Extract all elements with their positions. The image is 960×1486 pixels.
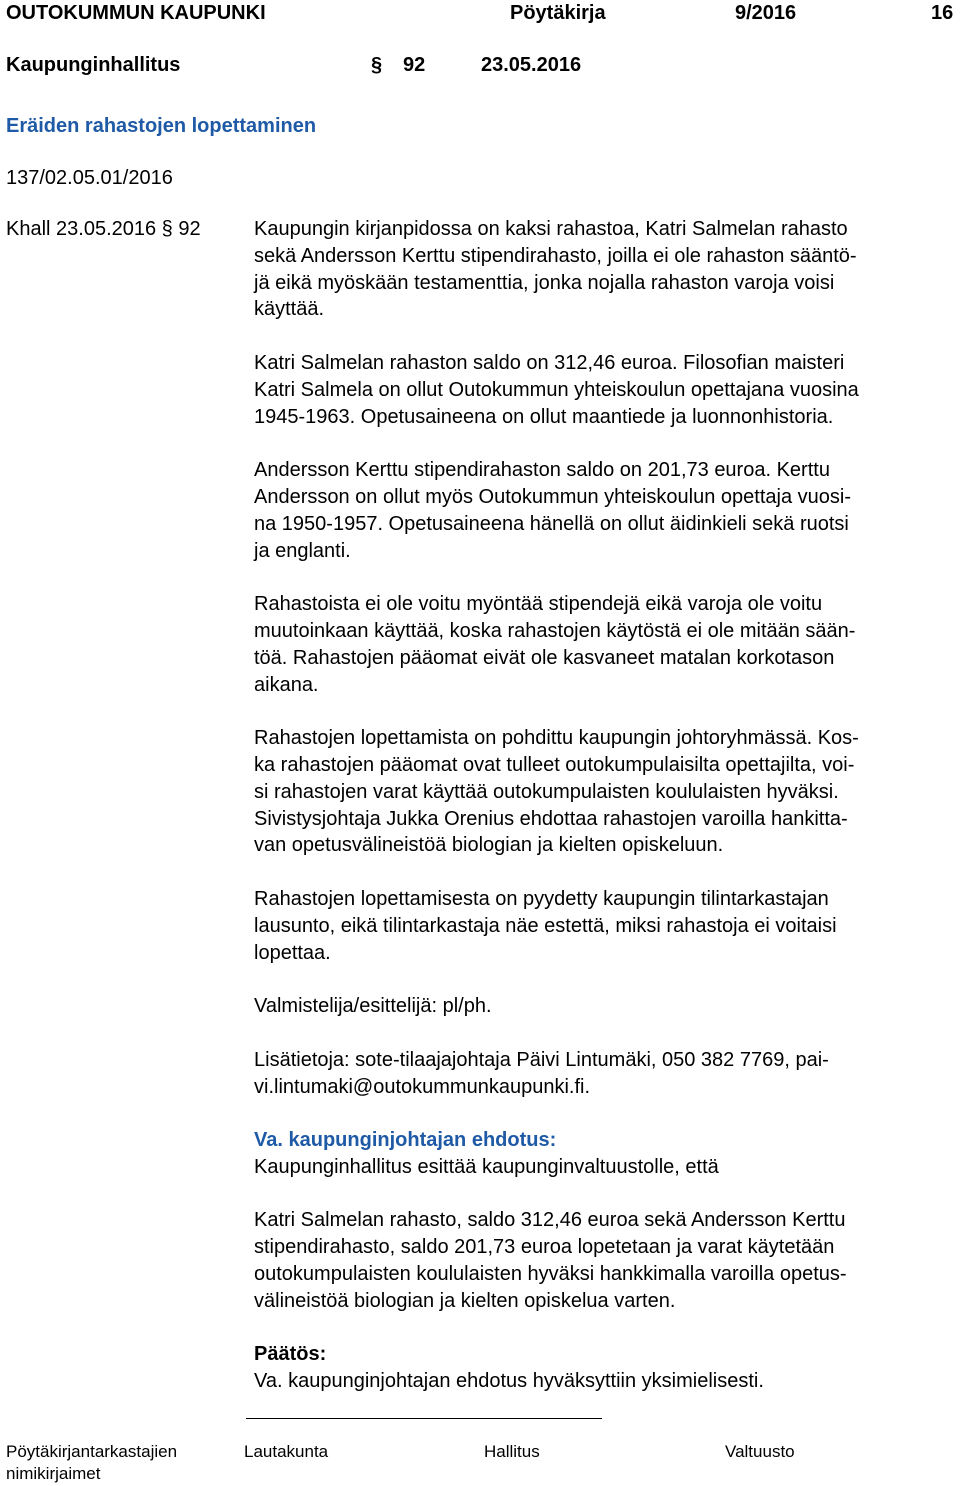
footer-council-label: Valtuusto — [725, 1442, 795, 1461]
paragraph-proposal: Katri Salmelan rahasto, saldo 312,46 euroa sekä Andersson Kerttu stipendirahasto, saldo 201,73 euroa lopetetaan ja varat käytetään outokumpulaisten koululaisten hyväksi hankkimalla varoilla opetus- välineistöä biologian ja kielten opiskelua varten. — [254, 1209, 847, 1312]
proposal-heading: Va. kaupunginjohtajan ehdotus: — [254, 1129, 557, 1152]
item-title: Eräiden rahastojen lopettaminen — [6, 115, 317, 137]
paragraph-funds-intro: Kaupungin kirjanpidossa on kaksi rahastoa, Katri Salmelan rahasto sekä Andersson Kerttu stipendirahasto, joilla ei ole rahaston sääntö- jä eikä myöskään testamenttia, jonka nojalla rahaston varoja voisi käyttää. — [254, 218, 857, 321]
page-number: 16 — [931, 2, 954, 24]
signature-divider — [246, 1418, 602, 1419]
doc-number: 9/2016 — [735, 2, 797, 24]
footer-initials-label: Pöytäkirjantarkastajien nimikirjaimet — [6, 1442, 178, 1483]
paragraph-auditor-statement: Rahastojen lopettamisesta on pyydetty kaupungin tilintarkastajan lausunto, eikä tilintarkastaja näe estettä, miksi rahastoja ei voitaisi lopettaa. — [254, 887, 837, 964]
paragraph-funds-unused: Rahastoista ei ole voitu myöntää stipendejä eikä varoja ole voitu muutoinkaan käyttää, koska rahastojen käytöstä ei ole mitään sään- töä. Rahastojen pääomat eivät ole kasvaneet matalan korkotason aikana. — [254, 593, 856, 696]
proposal-intro: Kaupunginhallitus esittää kaupunginvaltuustolle, että — [254, 1155, 719, 1178]
item-reference: 137/02.05.01/2016 — [6, 167, 173, 189]
doc-type: Pöytäkirja — [510, 2, 606, 24]
meeting-date: 23.05.2016 — [481, 54, 582, 76]
item-body — [254, 216, 930, 1395]
meeting-reference: Khall 23.05.2016 § 92 — [6, 218, 201, 240]
paragraph-salmela-fund: Katri Salmelan rahaston saldo on 312,46 euroa. Filosofian maisteri Katri Salmela on ollut Outokummun yhteiskoulun opettajana vuosina 1945-1963. Opetusaineena on ollut maantiede ja luonnonhistoria. — [254, 351, 859, 428]
decision-text: Va. kaupunginjohtajan ehdotus hyväksyttiin yksimielisesti. — [254, 1370, 764, 1393]
paragraph-management-review: Rahastojen lopettamista on pohdittu kaupungin johtoryhmässä. Kos- ka rahastojen pääomat ovat tulleet outokumpulaisilta opettajilta, voi- si rahastojen varat käyttää outokumpulaisten koululaisten hyväksi. Sivistysjohtaja Jukka Orenius ehdottaa rahastojen varoilla hankitta- van opetusvälineistöä biologian ja kielten opiskeluun. — [254, 727, 859, 857]
section-number: 92 — [403, 54, 426, 76]
paragraph-andersson-fund: Andersson Kerttu stipendirahaston saldo on 201,73 euroa. Kerttu Andersson on ollut myös Outokummun yhteiskoulun opettaja vuosi- na 1950-1957. Opetusaineena hänellä on ollut äidinkieli sekä ruotsi ja englanti. — [254, 459, 851, 562]
paragraph-contact-info: Lisätietoja: sote-tilaajajohtaja Päivi Lintumäki, 050 382 7769, pai- vi.lintumaki@outokummunkaupunki.fi. — [254, 1048, 829, 1098]
org-name: OUTOKUMMUN KAUPUNKI — [6, 2, 266, 24]
section-symbol-icon: § — [371, 54, 383, 76]
footer-board-label: Hallitus — [484, 1442, 540, 1461]
body-name: Kaupunginhallitus — [6, 54, 181, 76]
paragraph-preparer: Valmistelija/esittelijä: pl/ph. — [254, 995, 492, 1018]
decision-heading: Päätös: — [254, 1343, 327, 1366]
footer-committee-label: Lautakunta — [244, 1442, 329, 1461]
